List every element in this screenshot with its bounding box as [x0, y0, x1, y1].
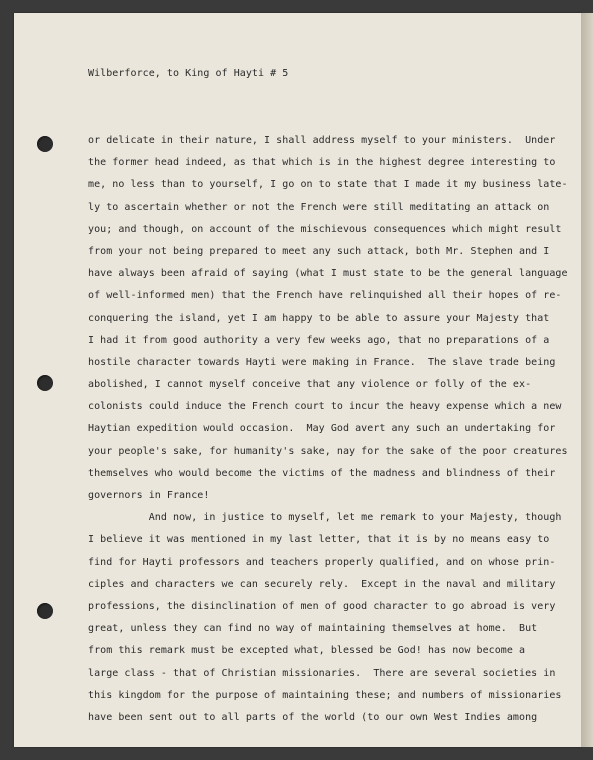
- text-line: colonists could induce the French court to incur the heavy expense which a new: [88, 401, 562, 413]
- punch-hole: [37, 603, 53, 619]
- text-line: me, no less than to yourself, I go on to state that I made it my business late-: [88, 179, 568, 191]
- text-line: have always been afraid of saying (what I must state to be the general language: [88, 268, 568, 280]
- text-line: themselves who would become the victims of the madness and blindness of their: [88, 467, 556, 479]
- punch-hole: [37, 375, 53, 391]
- text-line: you; and though, on account of the mischievous consequences which might result: [88, 223, 562, 235]
- letter-body: [88, 130, 568, 729]
- text-line: abolished, I cannot myself conceive that any violence or folly of the ex-: [88, 379, 532, 391]
- text-line: from this remark must be excepted what, blessed be God! has now become a: [88, 645, 526, 657]
- page-edge: [581, 13, 593, 747]
- punch-hole: [37, 136, 53, 152]
- page-header: Wilberforce, to King of Hayti # 5: [88, 68, 289, 79]
- text-line: Haytian expedition would occasion. May God avert any such an undertaking for: [88, 423, 556, 435]
- text-line: or delicate in their nature, I shall address myself to your ministers. Under: [88, 135, 556, 146]
- text-line: have been sent out to all parts of the world (to our own West Indies among: [88, 711, 538, 723]
- text-line: professions, the disinclination of men of good character to go abroad is very: [88, 600, 556, 612]
- text-line: ciples and characters we can securely rely. Except in the naval and military: [88, 578, 556, 590]
- text-line: your people's sake, for humanity's sake, nay for the sake of the poor creatures: [88, 445, 568, 457]
- text-line: this kingdom for the purpose of maintaining these; and numbers of missionaries: [88, 689, 562, 701]
- text-line: find for Hayti professors and teachers properly qualified, and on whose prin-: [88, 556, 556, 568]
- text-line: hostile character towards Hayti were making in France. The slave trade being: [88, 356, 556, 368]
- text-line: from your not being prepared to meet any such attack, both Mr. Stephen and I: [88, 245, 550, 257]
- text-line: of well-informed men) that the French have relinquished all their hopes of re-: [88, 290, 562, 302]
- text-line: I had it from good authority a very few weeks ago, that no preparations of a: [88, 334, 550, 346]
- text-line: great, unless they can find no way of maintaining themselves at home. But: [88, 623, 538, 635]
- text-line: large class - that of Christian missionaries. There are several societies in: [88, 667, 556, 679]
- text-line: the former head indeed, as that which is in the highest degree interesting to: [88, 157, 556, 169]
- text-line: And now, in justice to myself, let me remark to your Majesty, though: [88, 512, 562, 524]
- text-line: conquering the island, yet I am happy to be able to assure your Majesty that: [88, 312, 550, 324]
- text-line: I believe it was mentioned in my last letter, that it is by no means easy to: [88, 534, 550, 546]
- text-line: ly to ascertain whether or not the French were still meditating an attack on: [88, 201, 550, 213]
- text-line: governors in France!: [88, 490, 210, 501]
